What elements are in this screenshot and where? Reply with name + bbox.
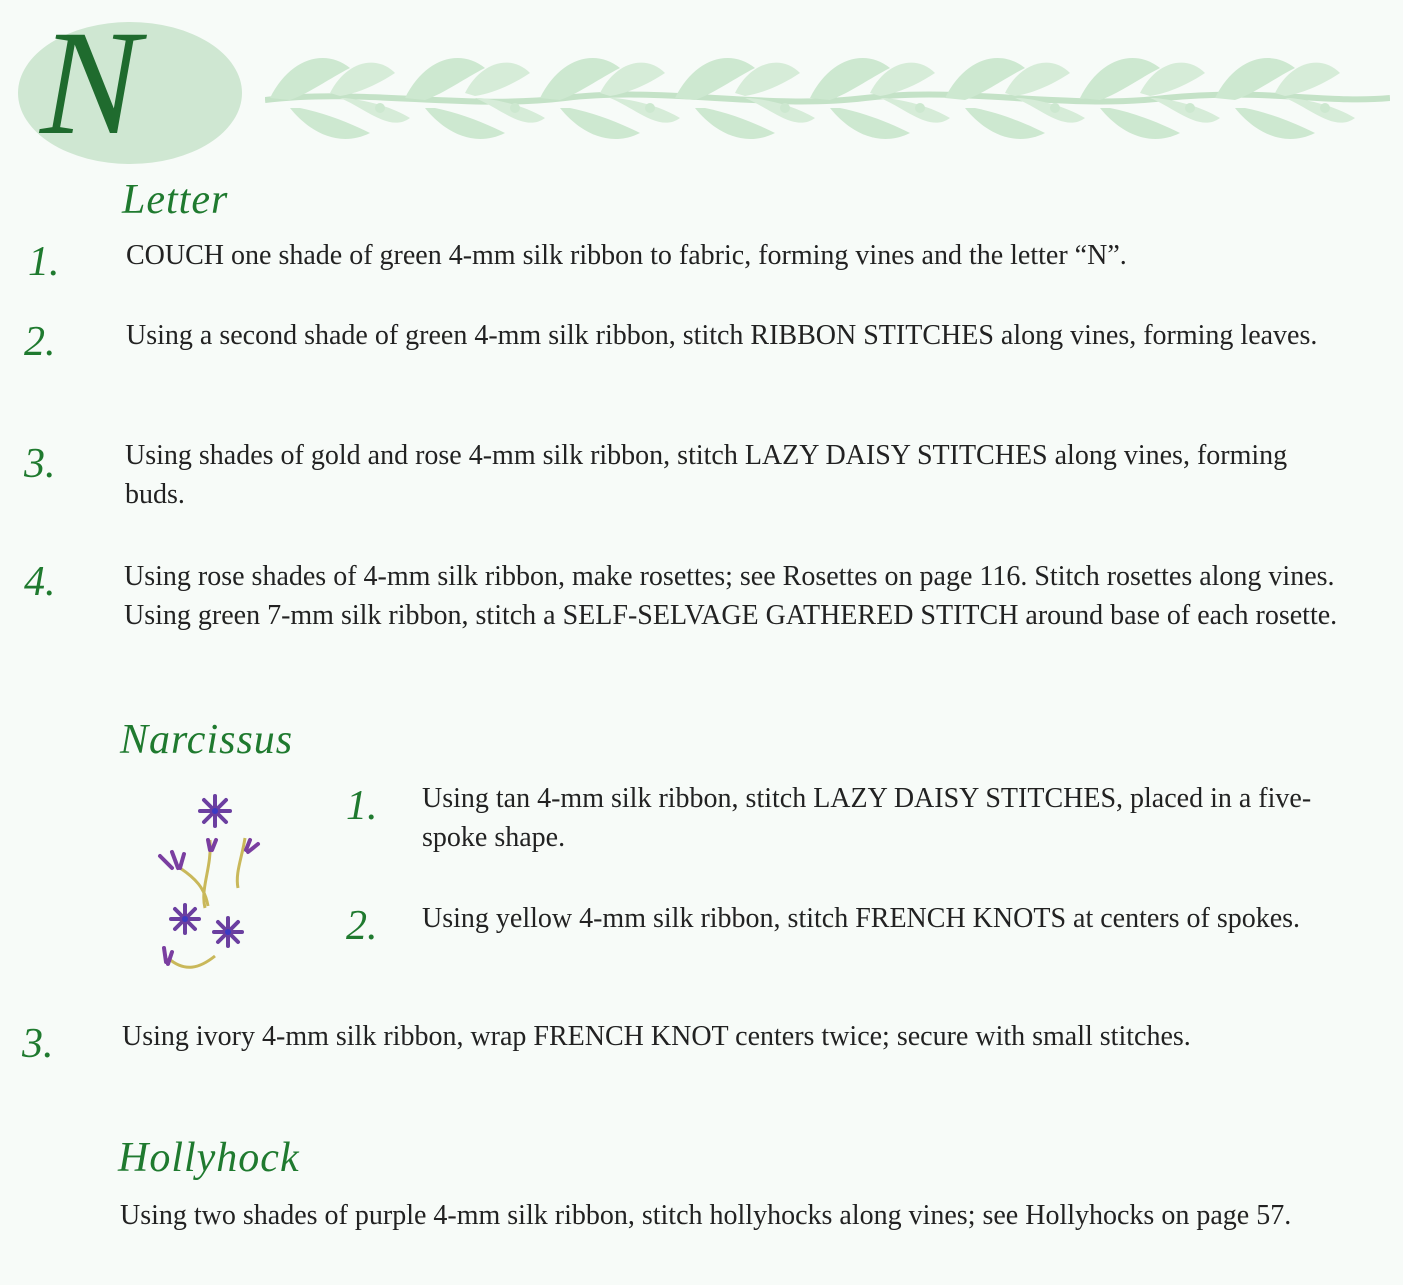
narcissus-step-3-text: Using ivory 4-mm silk ribbon, wrap FRENCH KNOT centers twice; secure with small stitches. (122, 1021, 1191, 1052)
letter-step-4-number: 4. (24, 559, 56, 605)
section-heading-hollyhock: Hollyhock (118, 1135, 300, 1181)
narcissus-step-1-text: Using tan 4-mm silk ribbon, stitch LAZY DAISY STITCHES, placed in a five-spoke shape. (422, 783, 1312, 853)
narcissus-embroidery-illustration-icon (150, 778, 280, 983)
vine-leaf-border-icon (265, 38, 1390, 158)
hollyhock-text: Using two shades of purple 4-mm silk ribbon, stitch hollyhocks along vines; see Hollyhocks on page 57. (120, 1200, 1292, 1231)
letter-step-2-number: 2. (24, 319, 56, 365)
letter-step-1-text: COUCH one shade of green 4-mm silk ribbon to fabric, forming vines and the letter “N”. (126, 240, 1127, 271)
letter-step-3-text: Using shades of gold and rose 4-mm silk ribbon, stitch LAZY DAISY STITCHES along vines, forming buds. (125, 440, 1288, 510)
letter-step-3-number: 3. (24, 441, 56, 487)
letter-step-2-text: Using a second shade of green 4-mm silk ribbon, stitch RIBBON STITCHES along vines, forming leaves. (126, 320, 1318, 351)
narcissus-step-3-number: 3. (22, 1021, 54, 1067)
narcissus-step-2-number: 2. (346, 903, 378, 949)
narcissus-step-1-number: 1. (346, 783, 378, 829)
letter-step-1-number: 1. (28, 239, 60, 285)
narcissus-step-2-text: Using yellow 4-mm silk ribbon, stitch FRENCH KNOTS at centers of spokes. (422, 903, 1301, 934)
decorative-initial-letter: N (40, 0, 141, 166)
letter-step-4-text: Using rose shades of 4-mm silk ribbon, make rosettes; see Rosettes on page 116. Stitch rosettes along vines. Using green 7-mm silk ribbon, stitch a SELF-SELVAGE GATHERED STITCH around base of each rosette. (124, 561, 1338, 631)
section-heading-letter: Letter (122, 177, 229, 223)
section-heading-narcissus: Narcissus (120, 717, 294, 763)
